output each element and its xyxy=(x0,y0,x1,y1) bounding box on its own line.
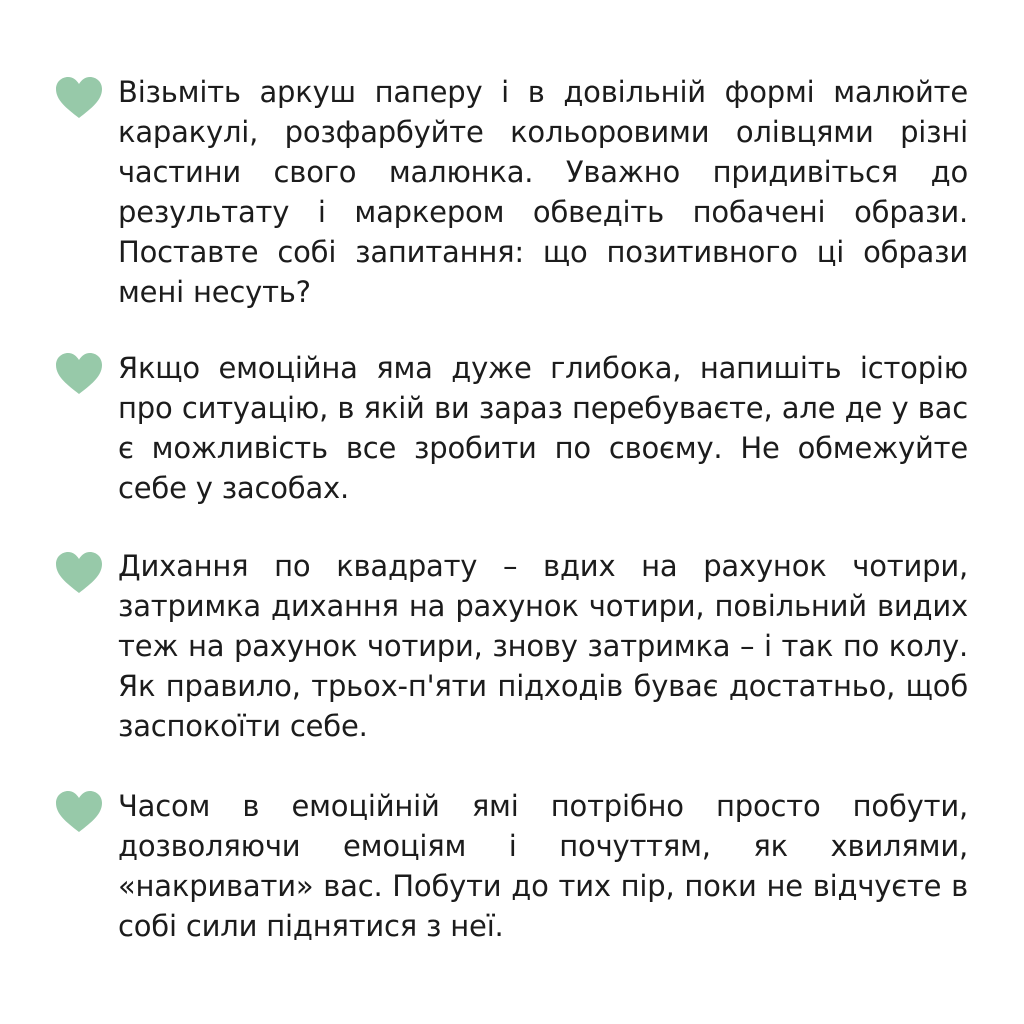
heart-icon xyxy=(54,76,104,120)
tip-paragraph: Візьміть аркуш паперу і в довільній формі малюйте каракулі, розфарбуйте кольоровими олівцями різні частини свого малюнка. Уважно придивіться до результату і маркером обведіть побачені образи. Поставте собі запитання: що позитивного ці образи мені несуть? xyxy=(118,75,968,309)
heart-icon xyxy=(54,352,104,396)
tip-paragraph: Часом в емоційній ямі потрібно просто побути, дозволяючи емоціям і почуттям, як хвилями, «накривати» вас. Побути до тих пір, поки не відчуєте в собі сили піднятися з неї. xyxy=(118,789,968,943)
tip-paragraph: Якщо емоційна яма дуже глибока, напишіть історію про ситуацію, в якій ви зараз перебуваєте, але де у вас є можливість все зробити по своєму. Не обмежуйте себе у засобах. xyxy=(118,351,968,505)
heart-icon xyxy=(54,790,104,834)
heart-icon xyxy=(54,551,104,595)
tip-paragraph: Дихання по квадрату – вдих на рахунок чотири, затримка дихання на рахунок чотири, повільний видих теж на рахунок чотири, знову затримка – і так по колу. Як правило, трьох-п'яти підходів буває достатньо, щоб заспокоїти себе. xyxy=(118,549,968,743)
